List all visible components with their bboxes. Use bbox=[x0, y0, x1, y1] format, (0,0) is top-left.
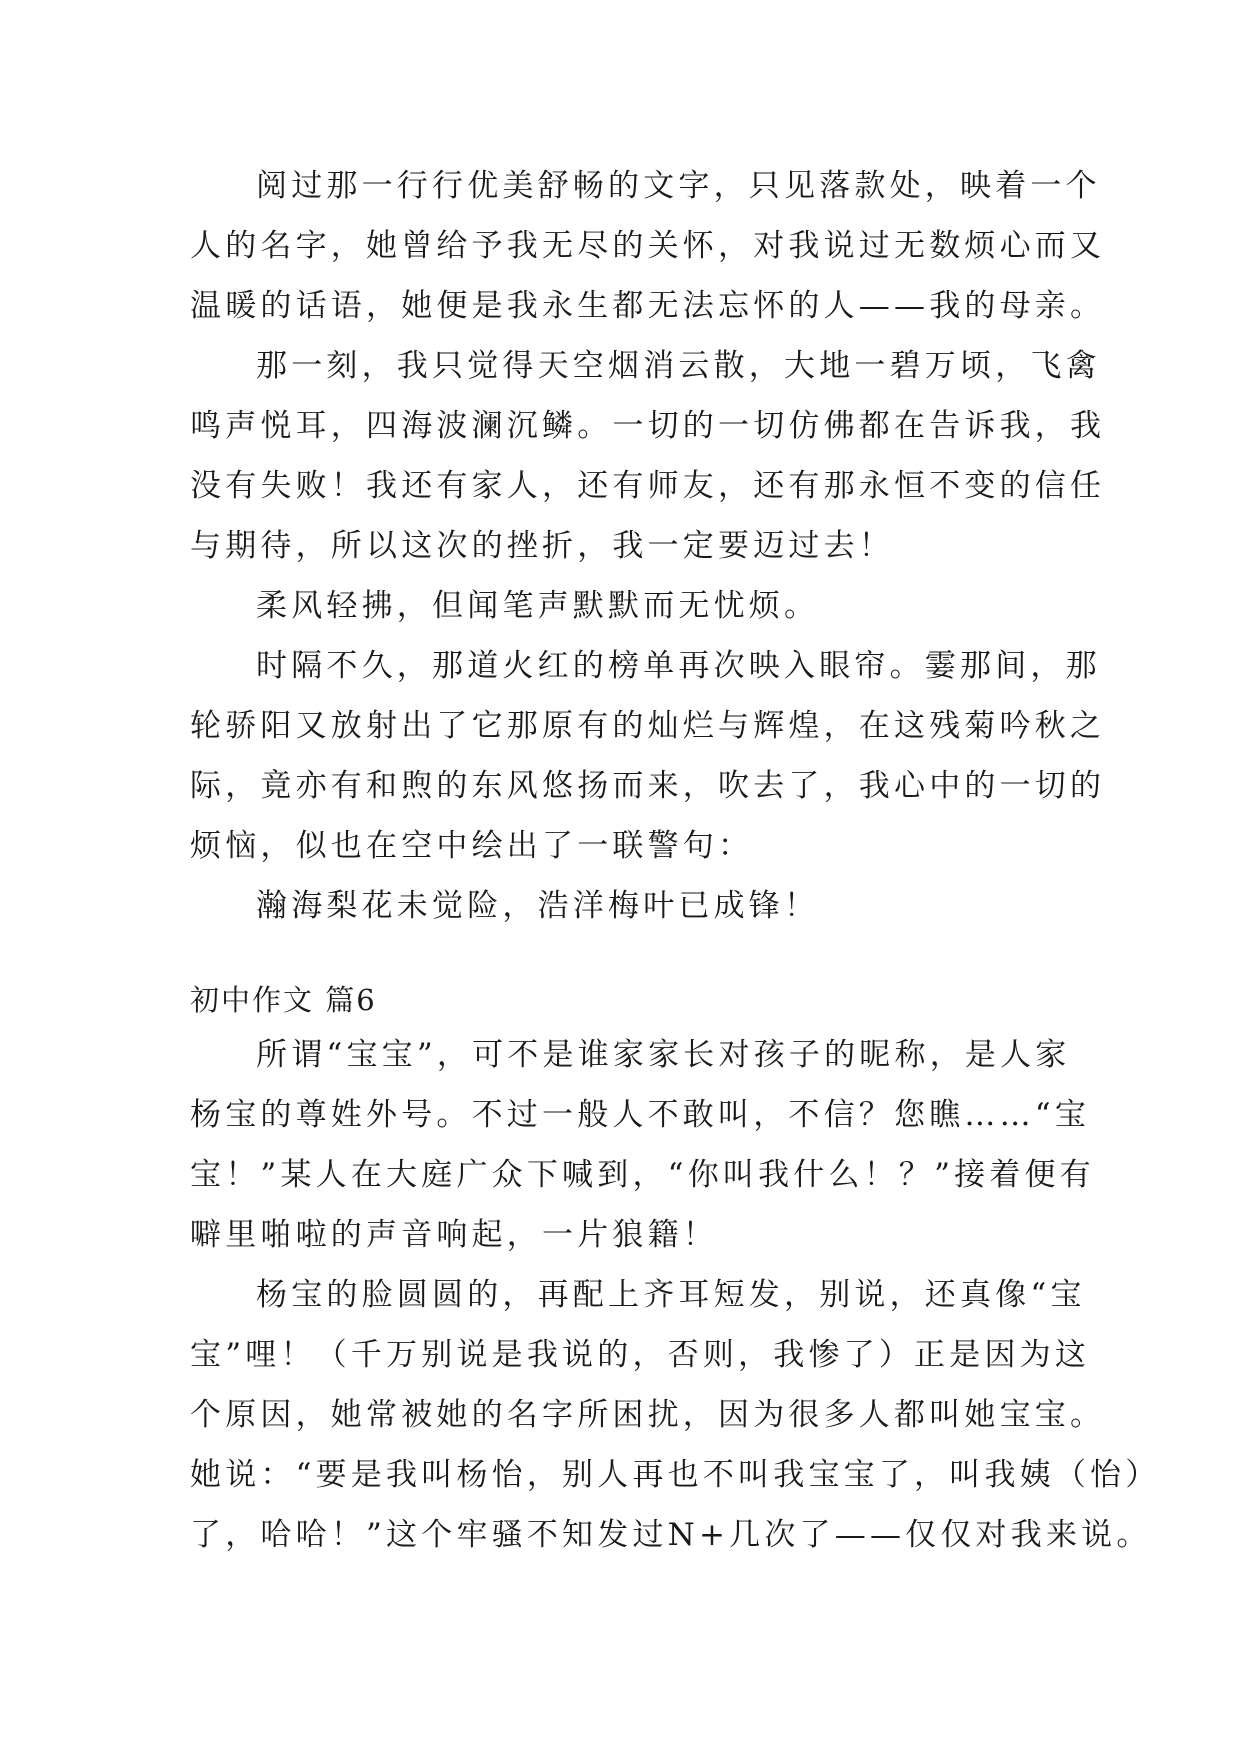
paragraph-line: 了，哈哈！”这个牢骚不知发过N+几次了——仅仅对我来说。 bbox=[190, 1517, 1152, 1553]
paragraph-line: 没有失败！我还有家人，还有师友，还有那永恒不变的信任 bbox=[190, 468, 1106, 504]
paragraph-line: 那一刻，我只觉得天空烟消云散，大地一碧万顷，飞禽 bbox=[256, 348, 1101, 384]
paragraph-line: 她说：“要是我叫杨怡，别人再也不叫我宝宝了，叫我姨（怡） bbox=[190, 1457, 1161, 1493]
paragraph-line: 阅过那一行行优美舒畅的文字，只见落款处，映着一个 bbox=[256, 168, 1101, 204]
essay-section-bottom bbox=[190, 1025, 1161, 1565]
paragraph-line: 烦恼，似也在空中绘出了一联警句： bbox=[190, 828, 754, 864]
paragraph-line: 个原因，她常被她的名字所困扰，因为很多人都叫她宝宝。 bbox=[190, 1397, 1106, 1433]
paragraph-line: 柔风轻拂，但闻笔声默默而无忧烦。 bbox=[256, 588, 820, 624]
paragraph-line: 鸣声悦耳，四海波澜沉鳞。一切的一切仿佛都在告诉我，我 bbox=[190, 408, 1106, 444]
paragraph-line: 噼里啪啦的声音响起，一片狼籍！ bbox=[190, 1217, 718, 1253]
paragraph-line: 宝”哩！（千万别说是我说的，否则，我惨了）正是因为这 bbox=[190, 1337, 1091, 1373]
paragraph-line: 时隔不久，那道火红的榜单再次映入眼帘。霎那间，那 bbox=[256, 648, 1101, 684]
paragraph-line: 际，竟亦有和煦的东风悠扬而来，吹去了，我心中的一切的 bbox=[190, 768, 1106, 804]
paragraph-line: 杨宝的尊姓外号。不过一般人不敢叫，不信？您瞧……“宝 bbox=[190, 1097, 1091, 1133]
paragraph-line: 瀚海梨花未觉险，浩洋梅叶已成锋！ bbox=[256, 888, 820, 924]
paragraph-line: 人的名字，她曾给予我无尽的关怀，对我说过无数烦心而又 bbox=[190, 228, 1106, 264]
paragraph-line: 轮骄阳又放射出了它那原有的灿烂与辉煌，在这残菊吟秋之 bbox=[190, 708, 1106, 744]
paragraph-line: 杨宝的脸圆圆的，再配上齐耳短发，别说，还真像“宝 bbox=[256, 1277, 1086, 1313]
paragraph-line: 与期待，所以这次的挫折，我一定要迈过去！ bbox=[190, 528, 894, 564]
paragraph-line: 所谓“宝宝”，可不是谁家家长对孩子的昵称，是人家 bbox=[256, 1037, 1071, 1073]
section-heading: 初中作文 篇6 bbox=[190, 983, 377, 1017]
essay-section-top bbox=[190, 156, 1106, 936]
paragraph-line: 宝！”某人在大庭广众下喊到，“你叫我什么！？”接着便有 bbox=[190, 1157, 1095, 1193]
paragraph-line: 温暖的话语，她便是我永生都无法忘怀的人——我的母亲。 bbox=[190, 288, 1106, 324]
